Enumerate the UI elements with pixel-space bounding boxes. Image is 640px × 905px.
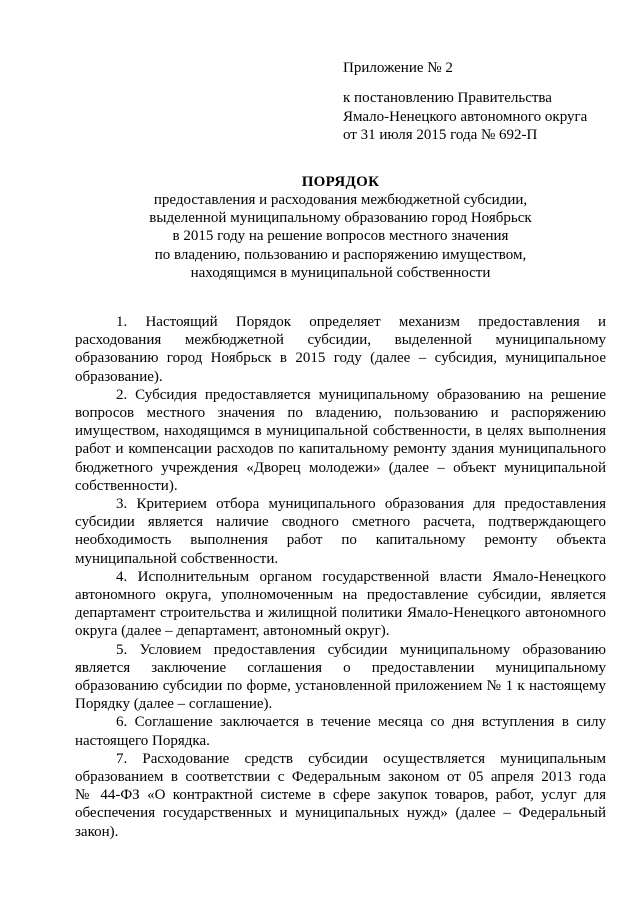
appendix-reference-line: от 31 июля 2015 года № 692-П <box>343 127 538 144</box>
paragraph-line: 5. Условием предоставления субсидии муниципальному образованию <box>116 641 606 658</box>
paragraph-line: автономного округа, уполномоченным на предоставление субсидии, является <box>75 586 606 603</box>
paragraph-line: 1. Настоящий Порядок определяет механизм предоставления и <box>116 313 606 330</box>
paragraph-line: настоящего Порядка. <box>75 732 210 749</box>
paragraph-line: закон). <box>75 823 119 840</box>
paragraph-line: вопросов местного значения по владению, пользованию и распоряжению <box>75 404 606 421</box>
appendix-reference-line: Ямало-Ненецкого автономного округа <box>343 108 588 125</box>
title-subtitle-line: по владению, пользованию и распоряжению имуществом, <box>154 246 527 263</box>
appendix-reference-line: к постановлению Правительства <box>343 90 552 106</box>
document-body <box>75 313 606 841</box>
paragraph-line: 3. Критерием отбора муниципального образования для предоставления <box>116 495 606 512</box>
paragraph-line: департамент строительства и жилищной политики Ямало-Ненецкого автономного <box>75 605 606 622</box>
paragraph-6 <box>75 713 606 749</box>
paragraph-line: 7. Расходование средств субсидии осуществляется муниципальным <box>116 750 606 767</box>
paragraph-line: Порядку (далее – соглашение). <box>75 696 273 713</box>
title-subtitle-line: в 2015 году на решение вопросов местного значения <box>172 228 509 245</box>
document-title <box>75 173 606 282</box>
paragraph-line: округа (далее – департамент, автономный округ). <box>75 623 390 640</box>
paragraph-line: расходования межбюджетной субсидии, выделенной муниципальному <box>75 332 606 349</box>
paragraph-line: субсидии является наличие сводного сметного расчета, подтверждающего <box>75 514 606 531</box>
paragraph-3 <box>75 495 606 568</box>
appendix-number: Приложение № 2 <box>343 60 453 76</box>
paragraph-line: № 44-ФЗ «О контрактной системе в сфере закупок товаров, работ, услуг для <box>75 787 606 804</box>
paragraph-7 <box>75 750 606 841</box>
paragraph-line: образованию город Ноябрьск в 2015 году (далее – субсидия, муниципальное <box>75 350 606 367</box>
paragraph-line: 2. Субсидия предоставляется муниципальному образованию на решение <box>116 386 606 403</box>
paragraph-line: 6. Соглашение заключается в течение месяца со дня вступления в силу <box>116 714 606 731</box>
paragraph-line: образование). <box>75 368 163 385</box>
title-subtitle-line: выделенной муниципальному образованию город Ноябрьск <box>149 210 532 227</box>
paragraph-4 <box>75 568 606 641</box>
title-subtitle-line: находящимся в муниципальной собственности <box>190 264 491 281</box>
paragraph-line: 4. Исполнительным органом государственной власти Ямало-Ненецкого <box>116 568 606 585</box>
title-heading: ПОРЯДОК <box>301 173 380 190</box>
title-subtitle-line: предоставления и расходования межбюджетной субсидии, <box>153 191 528 208</box>
paragraph-line: необходимость выполнения работ по капитальному ремонту объекта <box>75 532 606 549</box>
paragraph-line: обеспечения государственных и муниципальных нужд» (далее – Федеральный <box>75 805 606 822</box>
paragraph-5 <box>75 641 606 714</box>
paragraph-line: муниципальной собственности. <box>75 550 279 567</box>
paragraph-line: образованием в соответствии с Федеральным законом от 05 апреля 2013 года <box>75 768 606 785</box>
paragraph-2 <box>75 386 606 495</box>
paragraph-line: является заключение соглашения о предоставлении муниципальному <box>75 659 606 676</box>
paragraph-line: имуществом, находящимся в муниципальной собственности, в целях выполнения <box>75 423 606 440</box>
paragraph-line: бюджетного учреждения «Дворец молодежи» (далее – объект муниципальной <box>75 459 606 476</box>
paragraph-1 <box>75 313 606 386</box>
paragraph-line: работ и компенсации расходов по капитальному ремонту здания муниципального <box>75 441 606 458</box>
paragraph-line: образованию субсидии по форме, установленной приложением № 1 к настоящему <box>75 677 606 694</box>
paragraph-line: собственности). <box>75 477 178 494</box>
